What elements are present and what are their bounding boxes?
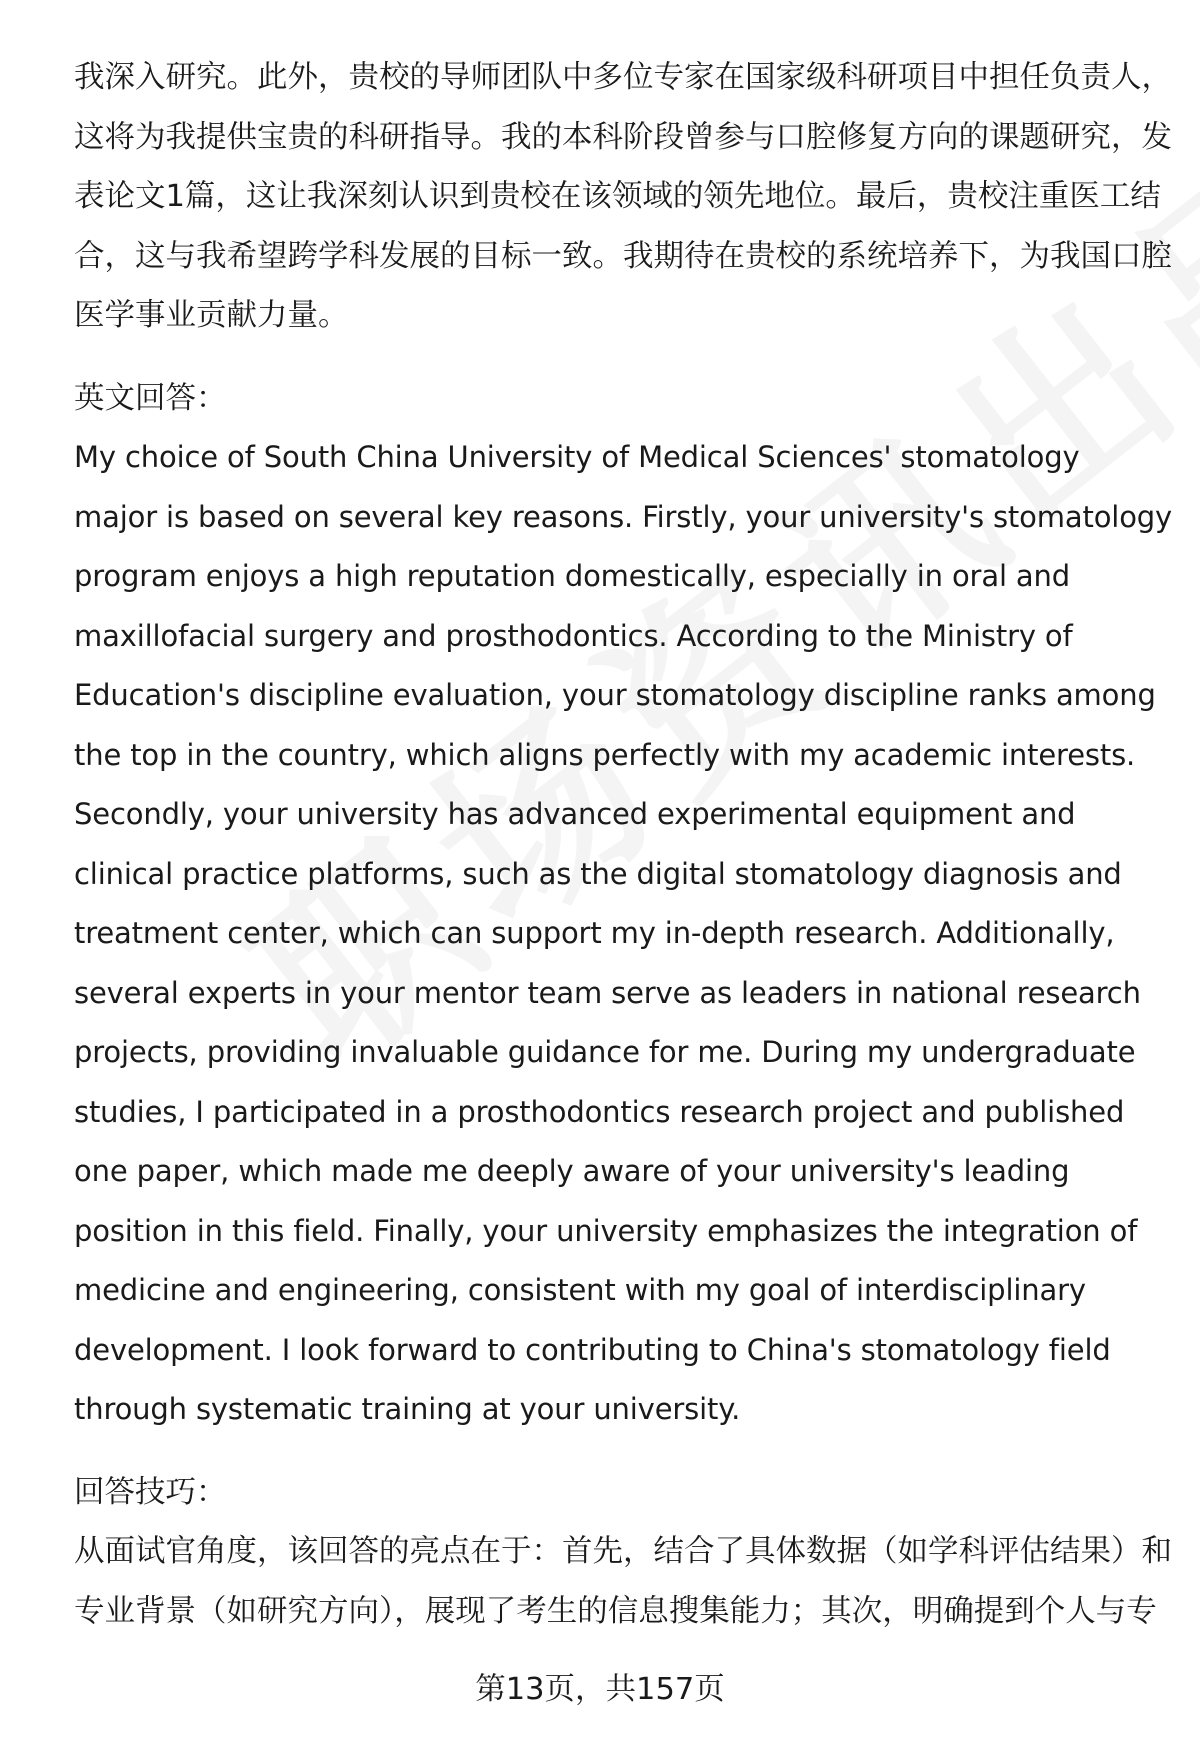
text-line: 这将为我提供宝贵的科研指导。我的本科阶段曾参与口腔修复方向的课题研究，发 [74, 119, 1172, 155]
tips-heading: 回答技巧： [74, 1474, 227, 1510]
text-line: 医学事业贡献力量。 [74, 298, 349, 333]
text-line: program enjoys a high reputation domestically, especially in oral and [74, 559, 1071, 593]
text-line: through systematic training at your university. [74, 1392, 741, 1426]
english-answer-heading: 英文回答： [74, 380, 227, 416]
page-number-footer: 第13页，共157页 [475, 1672, 725, 1707]
text-line: My choice of South China University of Medical Sciences' stomatology [74, 440, 1080, 474]
text-line: medicine and engineering, consistent with my goal of interdisciplinary [74, 1273, 1086, 1307]
text-line: 表论文1篇，这让我深刻认识到贵校在该领域的领先地位。最后，贵校注重医工结 [74, 179, 1161, 214]
text-line: clinical practice platforms, such as the digital stomatology diagnosis and [74, 856, 1122, 891]
text-line: 专业背景（如研究方向），展现了考生的信息搜集能力；其次，明确提到个人与专 [74, 1593, 1157, 1629]
text-line: 从面试官角度，该回答的亮点在于：首先，结合了具体数据（如学科评估结果）和 [74, 1534, 1172, 1569]
tips-paragraph [74, 1522, 1172, 1641]
text-line: several experts in your mentor team serve as leaders in national research [74, 975, 1141, 1010]
text-line: Education's discipline evaluation, your stomatology discipline ranks among [74, 678, 1156, 712]
text-line: 合，这与我希望跨学科发展的目标一致。我期待在贵校的系统培养下，为我国口腔 [74, 238, 1172, 274]
text-line: the top in the country, which aligns perfectly with my academic interests. [74, 737, 1136, 772]
text-line: Secondly, your university has advanced experimental equipment and [74, 797, 1076, 831]
text-line: position in this field. Finally, your university emphasizes the integration of [74, 1213, 1138, 1248]
english-answer-paragraph [74, 428, 1173, 1440]
page-content [74, 48, 1173, 1641]
text-line: 我深入研究。此外，贵校的导师团队中多位专家在国家级科研项目中担任负责人， [74, 60, 1172, 95]
intro-paragraph [74, 48, 1172, 346]
text-line: projects, providing invaluable guidance for me. During my undergraduate [74, 1035, 1136, 1069]
text-line: one paper, which made me deeply aware of your university's leading [74, 1154, 1070, 1188]
text-line: treatment center, which can support my in-depth research. Additionally, [74, 916, 1115, 950]
text-line: major is based on several key reasons. Firstly, your university's stomatology [74, 499, 1173, 534]
text-line: development. I look forward to contributing to China's stomatology field [74, 1332, 1111, 1367]
text-line: studies, I participated in a prosthodontics research project and published [74, 1094, 1125, 1129]
text-line: maxillofacial surgery and prosthodontics. According to the Ministry of [74, 618, 1073, 653]
